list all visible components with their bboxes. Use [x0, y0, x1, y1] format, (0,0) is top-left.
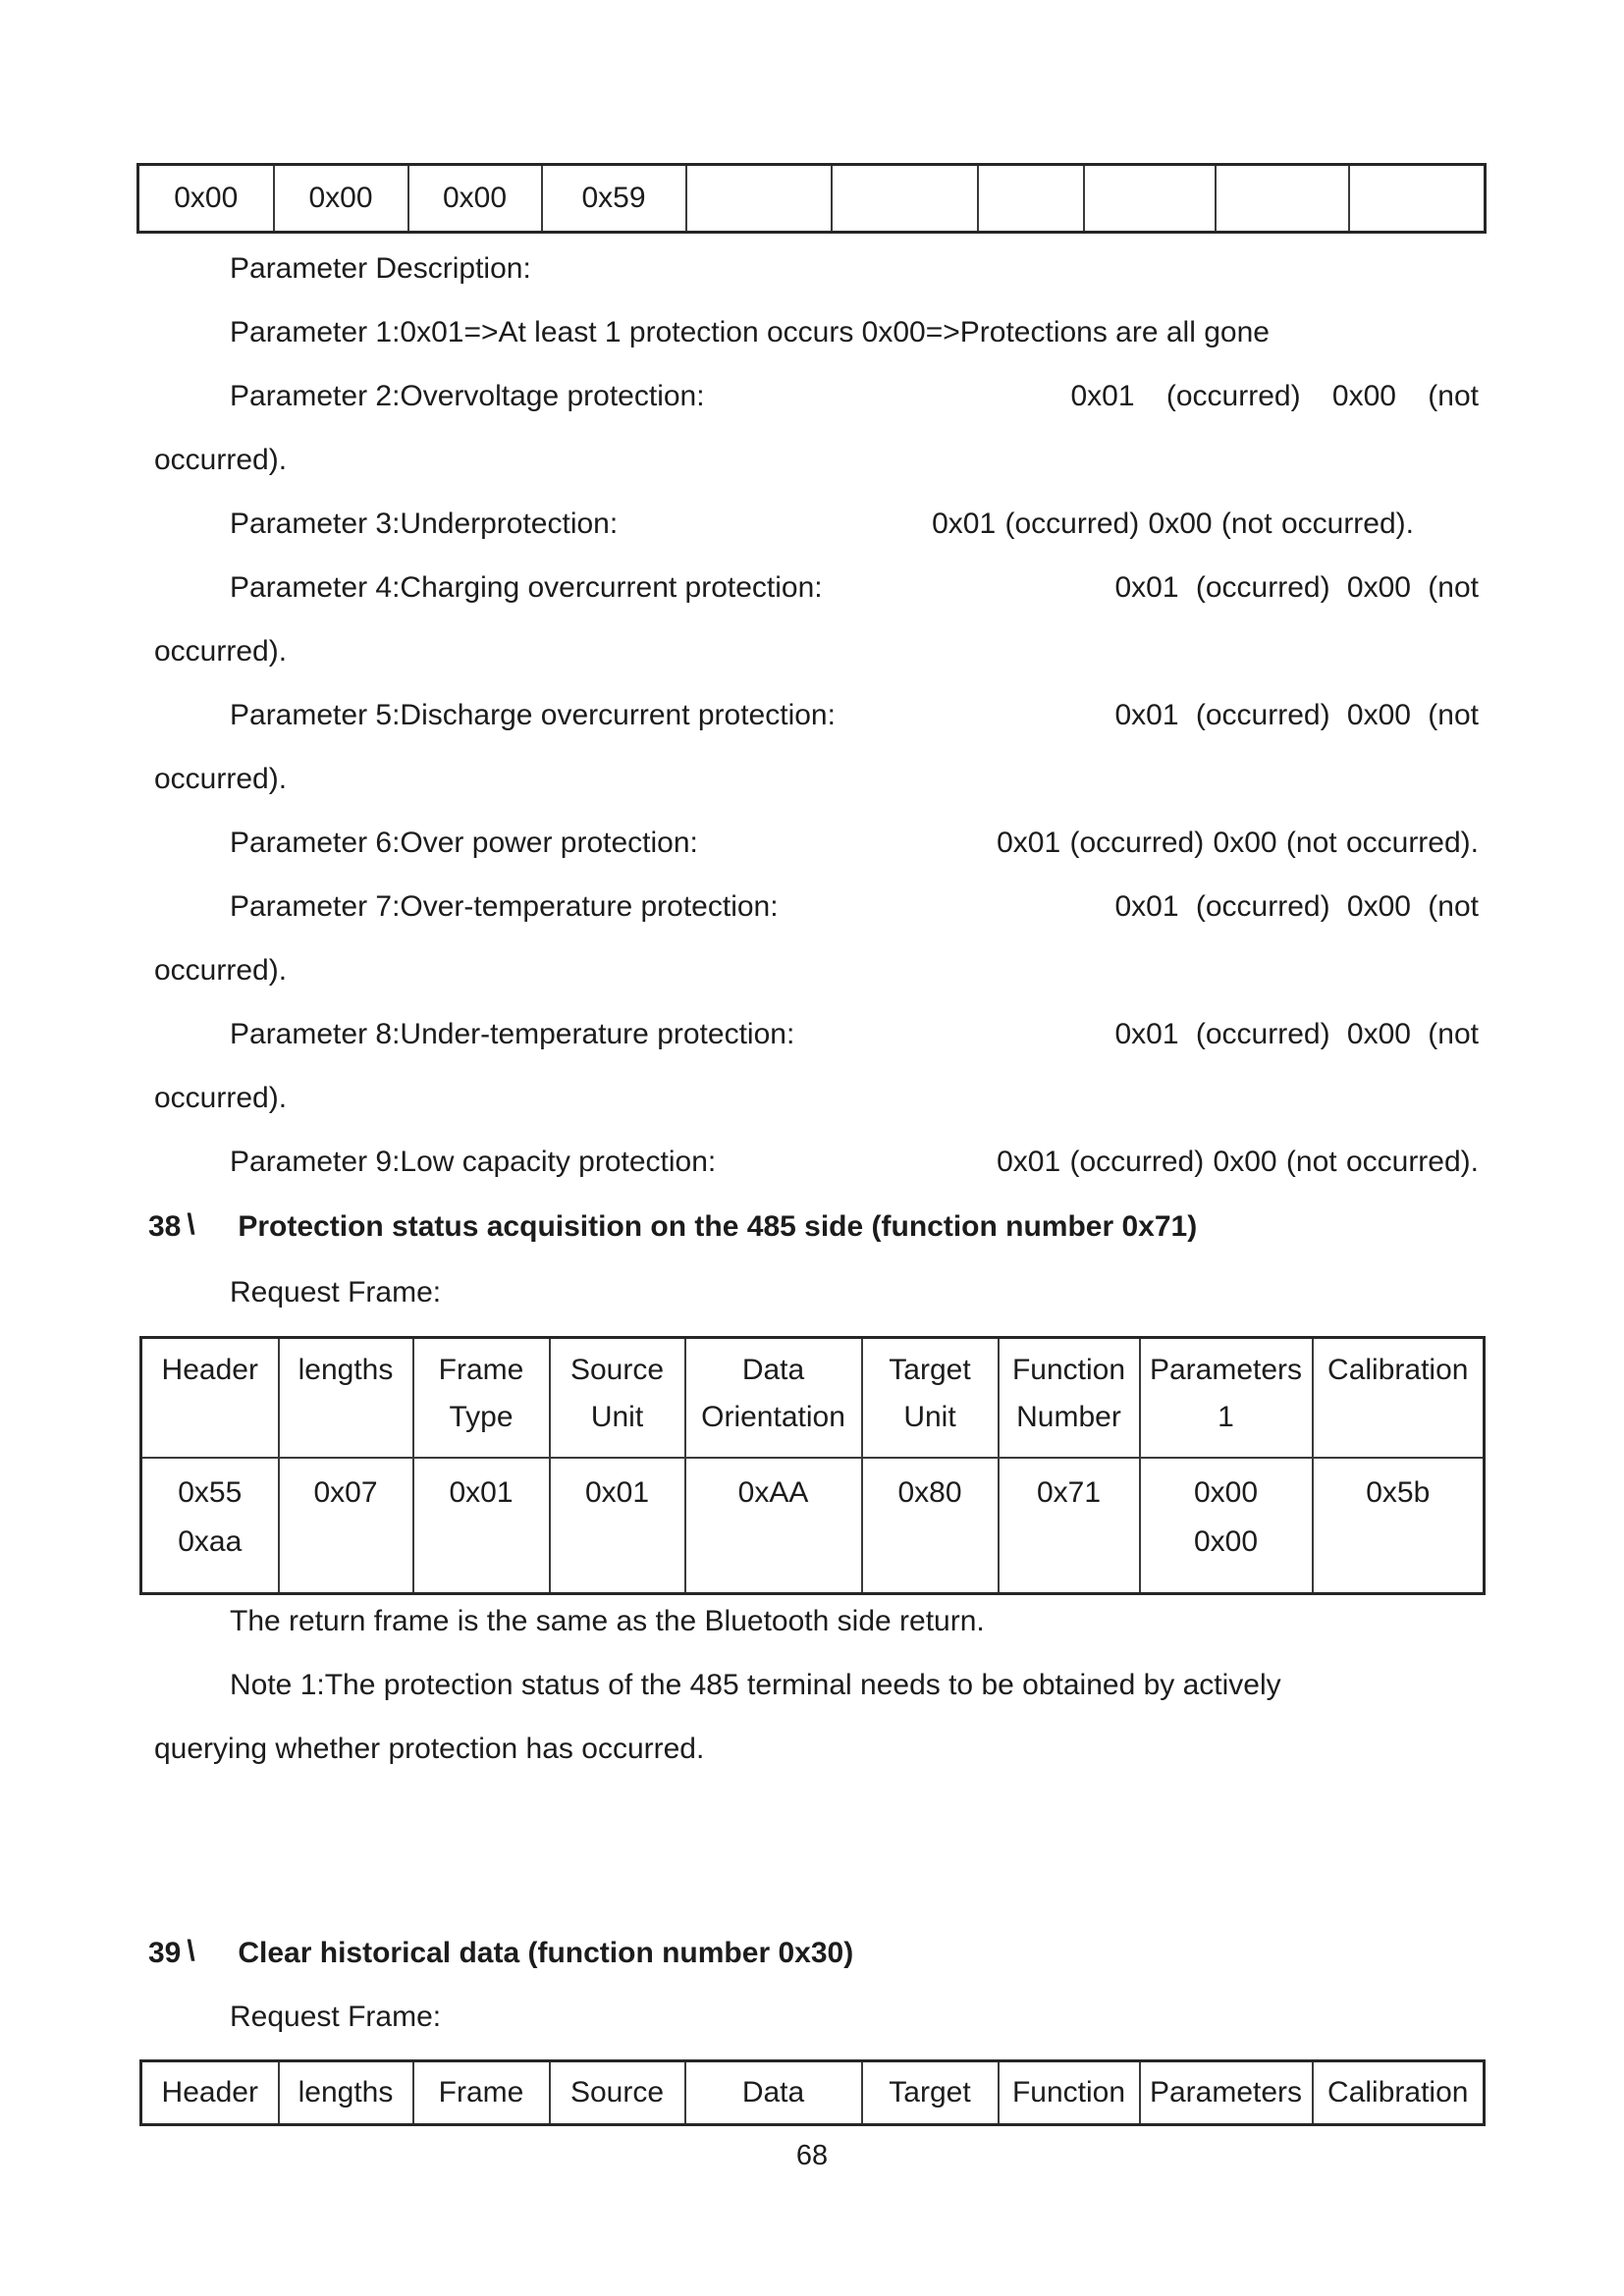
cell-text: 0x00 [1193, 1525, 1259, 1558]
table-cell [1140, 2061, 1313, 2125]
cell-text: Frame [438, 1354, 524, 1386]
table-cell [413, 1458, 550, 1594]
text-line [230, 1131, 1479, 1194]
table-row [141, 1458, 1485, 1594]
table-cell [685, 1458, 862, 1594]
section-heading: 38 \ Protection status acquisition on the 485 side (function number 0x71) [148, 1196, 1506, 1258]
text-line: Note 1:The protection status of the 485 terminal needs to be obtained by actively [230, 1669, 1281, 1701]
cell-text: 0x07 [313, 1476, 378, 1509]
cell-text: lengths [298, 1354, 394, 1386]
table-cell [550, 1458, 685, 1594]
cell-text: Unit [903, 1401, 956, 1433]
cell-text: 0x80 [897, 1476, 962, 1509]
param-label: Parameter 4:Charging overcurrent protection: [230, 571, 823, 604]
param-values: 0x01 (occurred) 0x00 (not occurred). [932, 507, 1414, 540]
param-label: Parameter 3:Underprotection: [230, 507, 619, 540]
text-line: occurred). [154, 635, 288, 667]
text-line: Parameter 1:0x01=>At least 1 protection occurs 0x00=>Protections are all gone [230, 316, 1270, 348]
text-line: occurred). [154, 954, 288, 987]
table-cell [274, 165, 408, 233]
param-label: Parameter 6:Over power protection: [230, 827, 698, 859]
table-cell [542, 165, 686, 233]
param-label: Parameter 2:Overvoltage protection: [230, 380, 705, 412]
param-values: 0x01 (occurred) 0x00 (not [1114, 571, 1479, 604]
cell-text: 0x59 [581, 182, 646, 214]
cell-text: Source [569, 1354, 665, 1386]
cell-text: Parameters [1149, 2076, 1303, 2109]
text-line: The return frame is the same as the Bluetooth side return. [230, 1605, 985, 1637]
cell-text: 0xaa [178, 1525, 243, 1558]
table-cell [686, 165, 832, 233]
text-line [230, 876, 1479, 938]
cell-text: Function [1011, 1354, 1126, 1386]
cell-text: 0x01 [449, 1476, 514, 1509]
cell-text: 0x00 [442, 182, 508, 214]
cell-text: Orientation [701, 1401, 845, 1433]
text-line: Parameter Description: [230, 252, 531, 285]
ideographic-comma: \ [187, 1935, 195, 1967]
table-cell [279, 2061, 413, 2125]
table-cell [550, 2061, 685, 2125]
cell-text: 0x01 [584, 1476, 650, 1509]
param-label: Parameter 8:Under-temperature protection: [230, 1018, 795, 1050]
cell-text: Frame [438, 2076, 524, 2109]
text-line [230, 684, 1479, 747]
page-number: 68 [795, 2140, 829, 2171]
text-line: querying whether protection has occurred. [154, 1733, 705, 1765]
table-cell [1084, 165, 1216, 233]
text-line [230, 1003, 1479, 1066]
table-cell [141, 1338, 279, 1459]
text-line [230, 365, 1479, 428]
table-cell [1140, 1458, 1313, 1594]
param-values: 0x01 (occurred) 0x00 (not [1114, 890, 1479, 923]
table-header-row [141, 1338, 1485, 1459]
text-line: Request Frame: [230, 2001, 442, 2033]
table-cell [413, 1338, 550, 1459]
cell-text: lengths [298, 2076, 394, 2109]
cell-text: Calibration [1327, 1354, 1469, 1386]
table-cell [413, 2061, 550, 2125]
param-values: 0x01 (occurred) 0x00 (not occurred). [997, 1146, 1479, 1178]
byte-table-continuation [136, 163, 1487, 234]
table-cell [408, 165, 542, 233]
param-label: Parameter 9:Low capacity protection: [230, 1146, 717, 1178]
table-cell [141, 2061, 279, 2125]
table-cell [862, 1458, 999, 1594]
param-label: Parameter 5:Discharge overcurrent protection: [230, 699, 836, 731]
section-heading: 39 \ Clear historical data (function number 0x30) [148, 1922, 1506, 1985]
cell-text: Data [741, 2076, 805, 2109]
cell-text: 1 [1218, 1401, 1234, 1433]
cell-text: 0x5b [1366, 1476, 1431, 1509]
table-cell [1313, 2061, 1485, 2125]
cell-text: Number [1016, 1401, 1121, 1433]
table-cell [1140, 1338, 1313, 1459]
table-cell [685, 2061, 862, 2125]
cell-text: Data [741, 1354, 805, 1386]
table-cell [685, 1338, 862, 1459]
cell-text: Header [161, 1354, 258, 1386]
request-frame-table-38 [139, 1336, 1486, 1595]
param-label: Parameter 7:Over-temperature protection: [230, 890, 779, 923]
cell-text: Calibration [1327, 2076, 1469, 2109]
cell-text: Target [889, 2076, 971, 2109]
param-values: 0x01 (occurred) 0x00 (not [1114, 699, 1479, 731]
cell-text: Source [569, 2076, 665, 2109]
table-cell [279, 1458, 413, 1594]
text-line [230, 557, 1479, 619]
text-line: occurred). [154, 1082, 288, 1114]
table-cell [550, 1338, 685, 1459]
table-cell [1313, 1458, 1485, 1594]
table-cell [279, 1338, 413, 1459]
table-cell [832, 165, 978, 233]
table-cell [141, 1458, 279, 1594]
cell-text: 0x71 [1036, 1476, 1102, 1509]
table-cell [1216, 165, 1349, 233]
cell-text: 0x00 [308, 182, 373, 214]
cell-text: 0xAA [737, 1476, 809, 1509]
cell-text: 0x00 [174, 182, 239, 214]
param-values: 0x01 (occurred) 0x00 (not [1114, 1018, 1479, 1050]
table-cell [862, 1338, 999, 1459]
cell-text: Parameters [1149, 1354, 1303, 1386]
text-line [230, 812, 1479, 875]
cell-text: Unit [590, 1401, 644, 1433]
table-cell [978, 165, 1084, 233]
table-cell [138, 165, 274, 233]
table-header-row [141, 2061, 1485, 2125]
cell-text: Function [1011, 2076, 1126, 2109]
text-line: occurred). [154, 444, 288, 476]
param-values: 0x01 (occurred) 0x00 (not [1070, 380, 1479, 412]
table-cell [999, 2061, 1140, 2125]
table-cell [1349, 165, 1486, 233]
table-cell [999, 1458, 1140, 1594]
table-cell [1313, 1338, 1485, 1459]
cell-text: Type [449, 1401, 514, 1433]
table-row [138, 165, 1486, 233]
cell-text: 0x55 [178, 1476, 243, 1509]
request-frame-table-39 [139, 2059, 1486, 2126]
table-cell [999, 1338, 1140, 1459]
ideographic-comma: \ [187, 1208, 195, 1241]
cell-text: Target [889, 1354, 971, 1386]
text-line: Request Frame: [230, 1276, 442, 1308]
cell-text: Header [161, 2076, 258, 2109]
cell-text: 0x00 [1193, 1476, 1259, 1509]
text-line [230, 493, 1414, 556]
param-values: 0x01 (occurred) 0x00 (not occurred). [997, 827, 1479, 859]
text-line: occurred). [154, 763, 288, 795]
table-cell [862, 2061, 999, 2125]
